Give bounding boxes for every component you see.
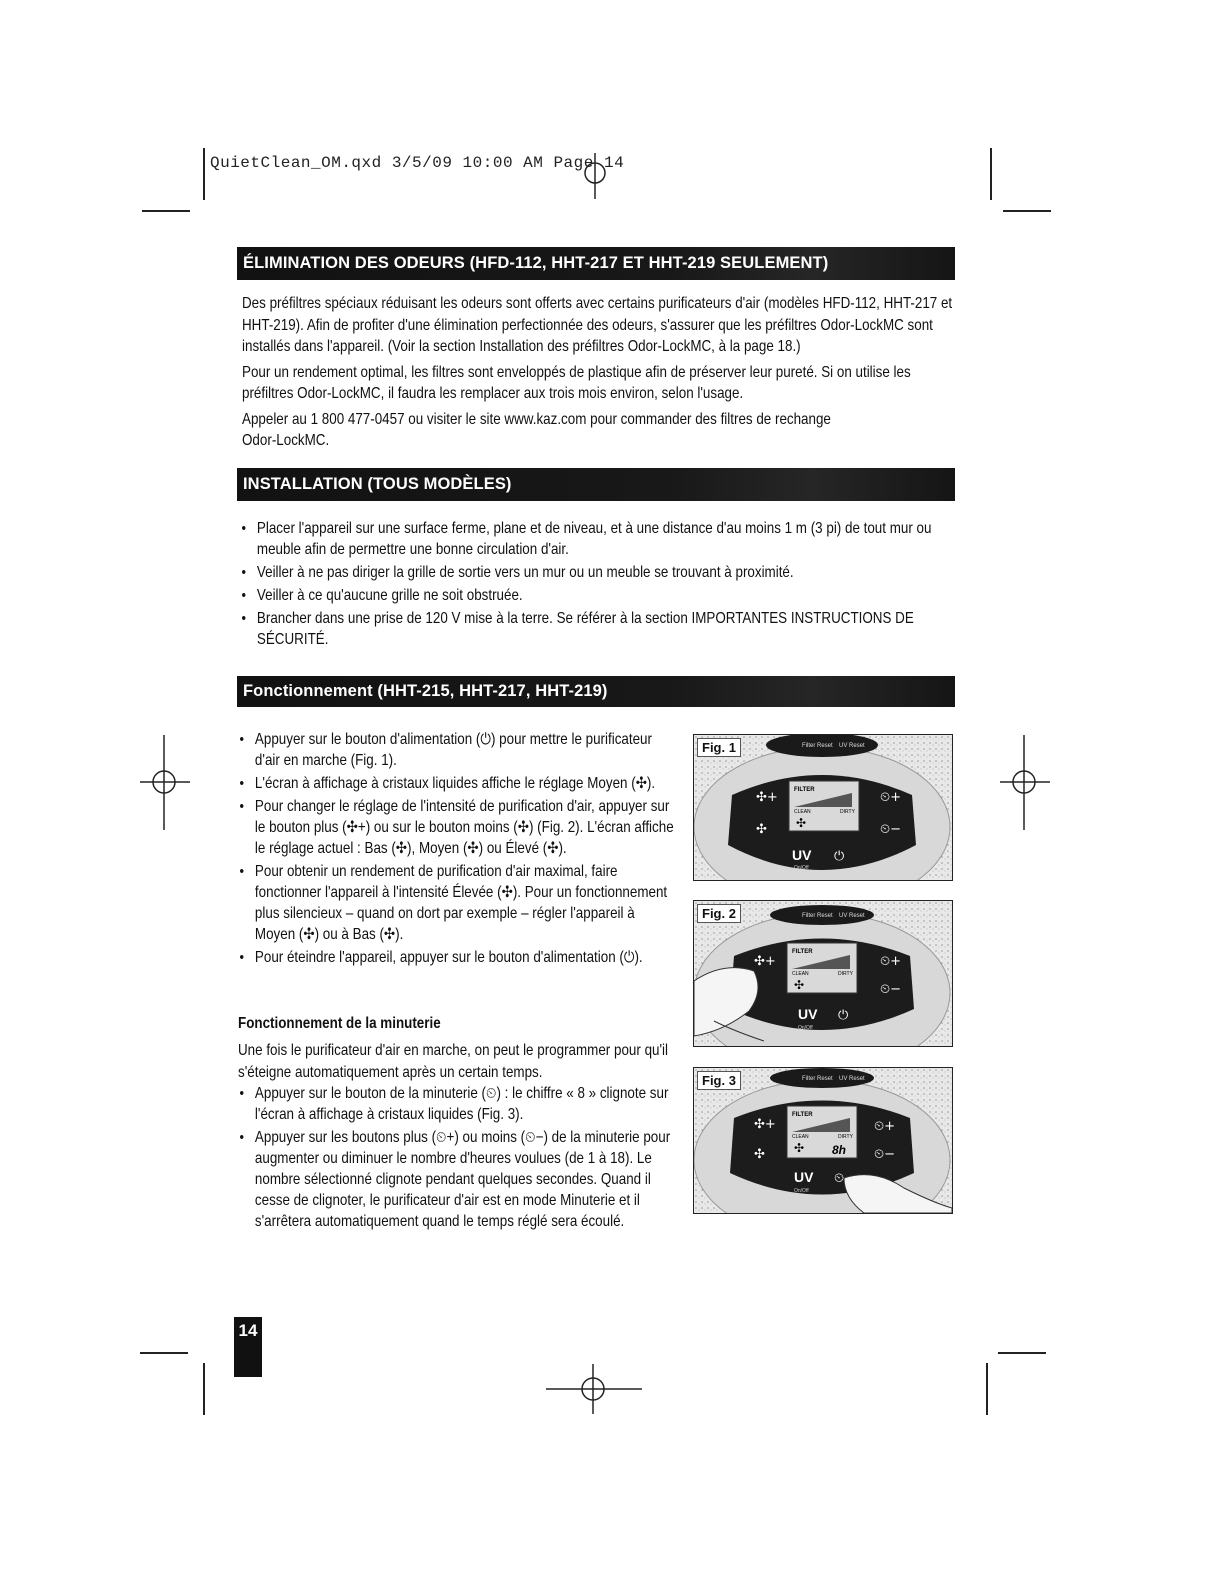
- timer-plus-icon: ⏲+: [874, 1119, 896, 1134]
- onoff-label: On/Off: [794, 1188, 809, 1194]
- paragraph: Pour un rendement optimal, les filtres sont enveloppés de plastique afin de préserver leur pureté. Si on utilise les préfiltres Odor-LockMC, il faudra les remplacer aux trois mois environ, selon l'usage.: [242, 363, 911, 402]
- fan-plus-icon: ✣+: [756, 790, 778, 805]
- list-item: • Appuyer sur le bouton de la minuterie (⏲) : le chiffre « 8 » clignote sur l'écran à affichage à cristaux liquides (Fig. 3).: [236, 1083, 685, 1125]
- list-item: • Appuyer sur le bouton d'alimentation (⏻) pour mettre le purificateur d'air en marche (Fig. 1).: [236, 729, 675, 771]
- fonctionnement-list: [236, 729, 675, 970]
- section-heading-installation: INSTALLATION (TOUS MODÈLES): [237, 468, 955, 501]
- minuterie-list: [236, 1083, 685, 1234]
- list-item: • Pour éteindre l'appareil, appuyer sur le bouton d'alimentation (⏻).: [236, 947, 675, 968]
- registration-mark-bottom: [546, 1364, 642, 1414]
- dirty-label: DIRTY: [838, 971, 853, 977]
- crop-mark: [986, 1363, 988, 1415]
- list-item: • Veiller à ne pas diriger la grille de sortie vers un mur ou un meuble se trouvant à proximité.: [238, 562, 948, 583]
- timer-minus-icon: ⏲−: [874, 1147, 896, 1162]
- crop-mark: [998, 1352, 1046, 1354]
- fan-speed-icon: ✣: [796, 816, 807, 830]
- registration-mark-left: [140, 735, 190, 830]
- filter-label: FILTER: [792, 949, 813, 955]
- timer-minus-icon: ⏲−: [880, 982, 902, 997]
- list-item: • L'écran à affichage à cristaux liquides affiche le réglage Moyen (✣).: [236, 773, 675, 794]
- figure-label: Fig. 2: [697, 904, 741, 923]
- filter-label: FILTER: [792, 1112, 813, 1118]
- section-heading-odeurs: ÉLIMINATION DES ODEURS (HFD-112, HHT-217 ET HHT-219 SEULEMENT): [237, 247, 955, 280]
- fan-minus-icon: ✣: [756, 822, 767, 837]
- uv-reset-label: UV Reset: [839, 743, 865, 749]
- crop-mark: [140, 1352, 188, 1354]
- timer-plus-icon: ⏲+: [880, 954, 902, 969]
- uv-reset-label: UV Reset: [839, 913, 865, 919]
- filter-reset-label: Filter Reset: [802, 743, 833, 749]
- list-item: • Veiller à ce qu'aucune grille ne soit obstruée.: [238, 585, 948, 606]
- fan-minus-icon: ✣: [754, 1147, 765, 1162]
- uv-label: UV: [794, 1169, 814, 1185]
- figure-label: Fig. 3: [697, 1071, 741, 1090]
- filter-reset-label: Filter Reset: [802, 1076, 833, 1082]
- figure-1: [693, 734, 953, 881]
- dirty-label: DIRTY: [840, 809, 855, 815]
- crop-mark: [203, 1363, 205, 1415]
- paragraph: Des préfiltres spéciaux réduisant les odeurs sont offerts avec certains purificateurs d'air (modèles HFD-112, HHT-217 et HHT-219). Afin de profiter d'une élimination perfectionnée des odeurs, s'assurer que les préfiltres Odor-LockMC sont installés dans l'appareil. (Voir la section Installation des préfiltres Odor-LockMC, à la page 18.): [242, 295, 953, 355]
- list-item: • Placer l'appareil sur une surface ferme, plane et de niveau, et à une distance d'au moins 1 m (3 pi) de tout mur ou meuble afin de permettre une bonne circulation d'air.: [238, 518, 948, 560]
- minuterie-intro: Une fois le purificateur d'air en marche, on peut le programmer pour qu'il s'éteigne automatiquement après un certain temps.: [238, 1042, 669, 1081]
- list-item: • Pour changer le réglage de l'intensité de purification d'air, appuyer sur le bouton plus (✣+) ou sur le bouton moins (✣) (Fig. 2). L'écran affiche le réglage actuel : Bas (✣), Moyen (✣) ou Élevé (✣).: [236, 796, 675, 859]
- power-icon: ⏻: [834, 849, 845, 864]
- onoff-label: On/Off: [794, 865, 809, 871]
- filter-label: FILTER: [794, 787, 815, 793]
- registration-mark-right: [1000, 735, 1050, 830]
- crop-mark: [203, 148, 205, 200]
- list-item: • Pour obtenir un rendement de purification d'air maximal, faire fonctionner l'appareil à l'intensité Élevée (✣). Pour un fonctionnement plus silencieux – quand on dort par exemple – régler l'appareil à Moyen (✣) ou à Bas (✣).: [236, 861, 675, 945]
- fan-plus-icon: ✣+: [754, 954, 776, 969]
- timer-plus-icon: ⏲+: [880, 790, 902, 805]
- figure-2: [693, 900, 953, 1047]
- installation-list: [238, 518, 948, 652]
- section-heading-fonctionnement: Fonctionnement (HHT-215, HHT-217, HHT-219): [237, 676, 955, 707]
- uv-label: UV: [798, 1006, 818, 1022]
- list-item: • Brancher dans une prise de 120 V mise à la terre. Se référer à la section IMPORTANTES INSTRUCTIONS DE SÉCURITÉ.: [238, 608, 948, 650]
- fan-plus-icon: ✣+: [754, 1117, 776, 1132]
- file-slug: QuietClean_OM.qxd 3/5/09 10:00 AM Page 14: [210, 154, 625, 172]
- timer-minus-icon: ⏲−: [880, 822, 902, 837]
- fan-speed-icon: ✣: [794, 978, 805, 992]
- figure-3: [693, 1067, 953, 1214]
- onoff-label: On/Off: [798, 1025, 813, 1031]
- clean-label: CLEAN: [792, 971, 809, 977]
- clean-label: CLEAN: [792, 1134, 809, 1140]
- filter-reset-label: Filter Reset: [802, 913, 833, 919]
- page-number: 14: [234, 1317, 262, 1377]
- crop-mark: [990, 148, 992, 200]
- timer-icon: ⏲: [834, 1171, 845, 1186]
- minuterie-heading: Fonctionnement de la minuterie: [238, 1015, 441, 1032]
- clean-label: CLEAN: [794, 809, 811, 815]
- uv-label: UV: [792, 847, 812, 863]
- figure-label: Fig. 1: [697, 738, 741, 757]
- list-item: • Appuyer sur les boutons plus (⏲+) ou moins (⏲−) de la minuterie pour augmenter ou diminuer le nombre d'heures voulues (de 1 à 18). Le nombre sélectionné clignote pendant quelques secondes. Quand il cesse de clignoter, le purificateur d'air est en mode Minuterie et il s'arrêtera automatiquement quand le temps réglé sera écoulé.: [236, 1127, 685, 1232]
- fan-speed-icon: ✣: [794, 1141, 805, 1155]
- crop-mark: [142, 210, 190, 212]
- timer-display: 8h: [832, 1143, 847, 1157]
- paragraph: Appeler au 1 800 477-0457 ou visiter le site www.kaz.com pour commander des filtres de rechange Odor-LockMC.: [242, 410, 831, 449]
- crop-mark: [1003, 210, 1051, 212]
- uv-reset-label: UV Reset: [839, 1076, 865, 1082]
- dirty-label: DIRTY: [838, 1134, 853, 1140]
- power-icon: ⏻: [838, 1008, 849, 1023]
- section-body-odeurs: [242, 293, 952, 452]
